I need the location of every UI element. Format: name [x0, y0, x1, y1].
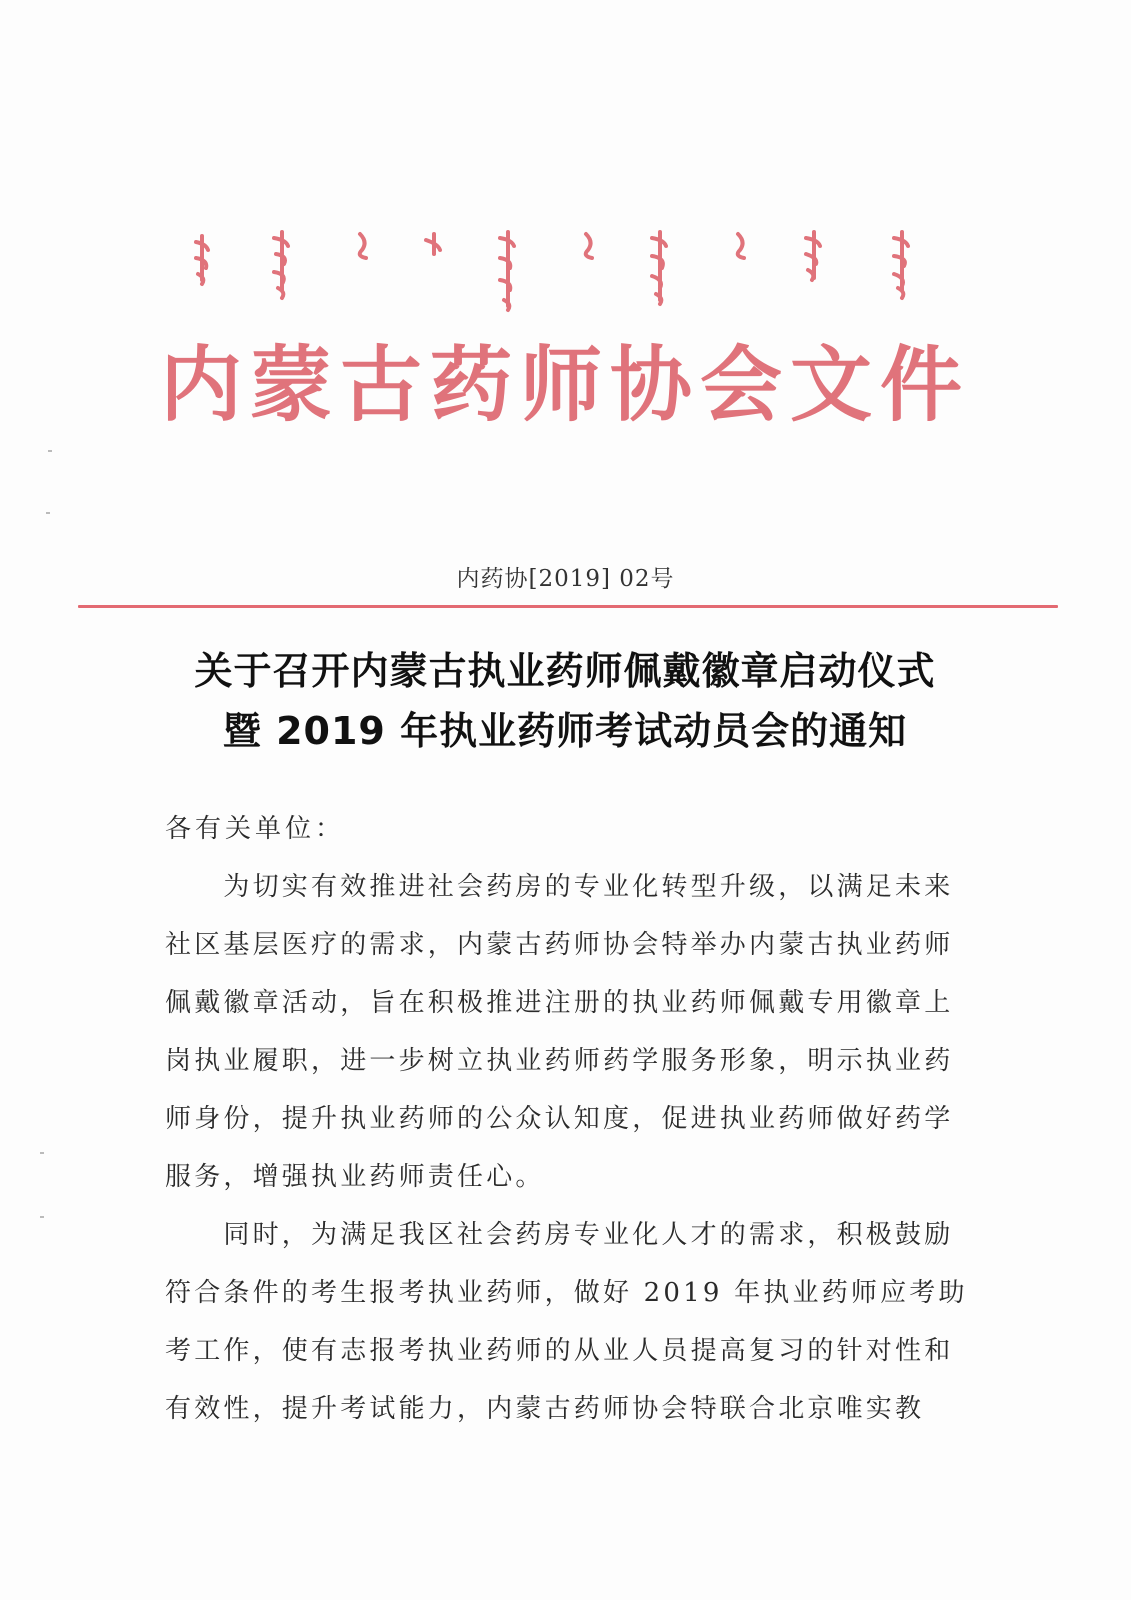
body-line: 佩戴徽章活动，旨在积极推进注册的执业药师佩戴专用徽章上 [165, 988, 954, 1018]
salutation: 各有关单位： [165, 814, 346, 844]
scan-speck [48, 450, 52, 452]
document-number: 内药协[2019] 02号 [456, 566, 675, 592]
scan-speck [46, 512, 50, 514]
scan-speck [40, 1216, 44, 1218]
body-line: 为切实有效推进社会药房的专业化转型升级，以满足未来 [165, 872, 954, 902]
body-line: 岗执业履职，进一步树立执业药师药学服务形象，明示执业药 [165, 1046, 954, 1076]
body-line: 师身份，提升执业药师的公众认知度，促进执业药师做好药学 [165, 1104, 954, 1134]
notice-title-line-2: 暨 2019 年执业药师考试动员会的通知 [222, 709, 908, 753]
body-line: 服务，增强执业药师责任心。 [165, 1162, 545, 1192]
body-line: 同时，为满足我区社会药房专业化人才的需求，积极鼓励 [165, 1220, 954, 1250]
body-line: 考工作，使有志报考执业药师的从业人员提高复习的针对性和 [165, 1336, 954, 1366]
issuer-title: 内蒙古药师协会文件 [159, 337, 970, 433]
notice-title-line-1: 关于召开内蒙古执业药师佩戴徽章启动仪式 [194, 649, 936, 693]
body-line: 社区基层医疗的需求，内蒙古药师协会特举办内蒙古执业药师 [165, 930, 954, 960]
mongolian-script-header [190, 228, 950, 318]
scan-speck [40, 1152, 44, 1154]
red-divider [78, 605, 1058, 608]
body-line: 有效性，提升考试能力，内蒙古药师协会特联合北京唯实教 [165, 1394, 925, 1424]
body-line: 符合条件的考生报考执业药师，做好 2019 年执业药师应考助 [165, 1278, 968, 1308]
